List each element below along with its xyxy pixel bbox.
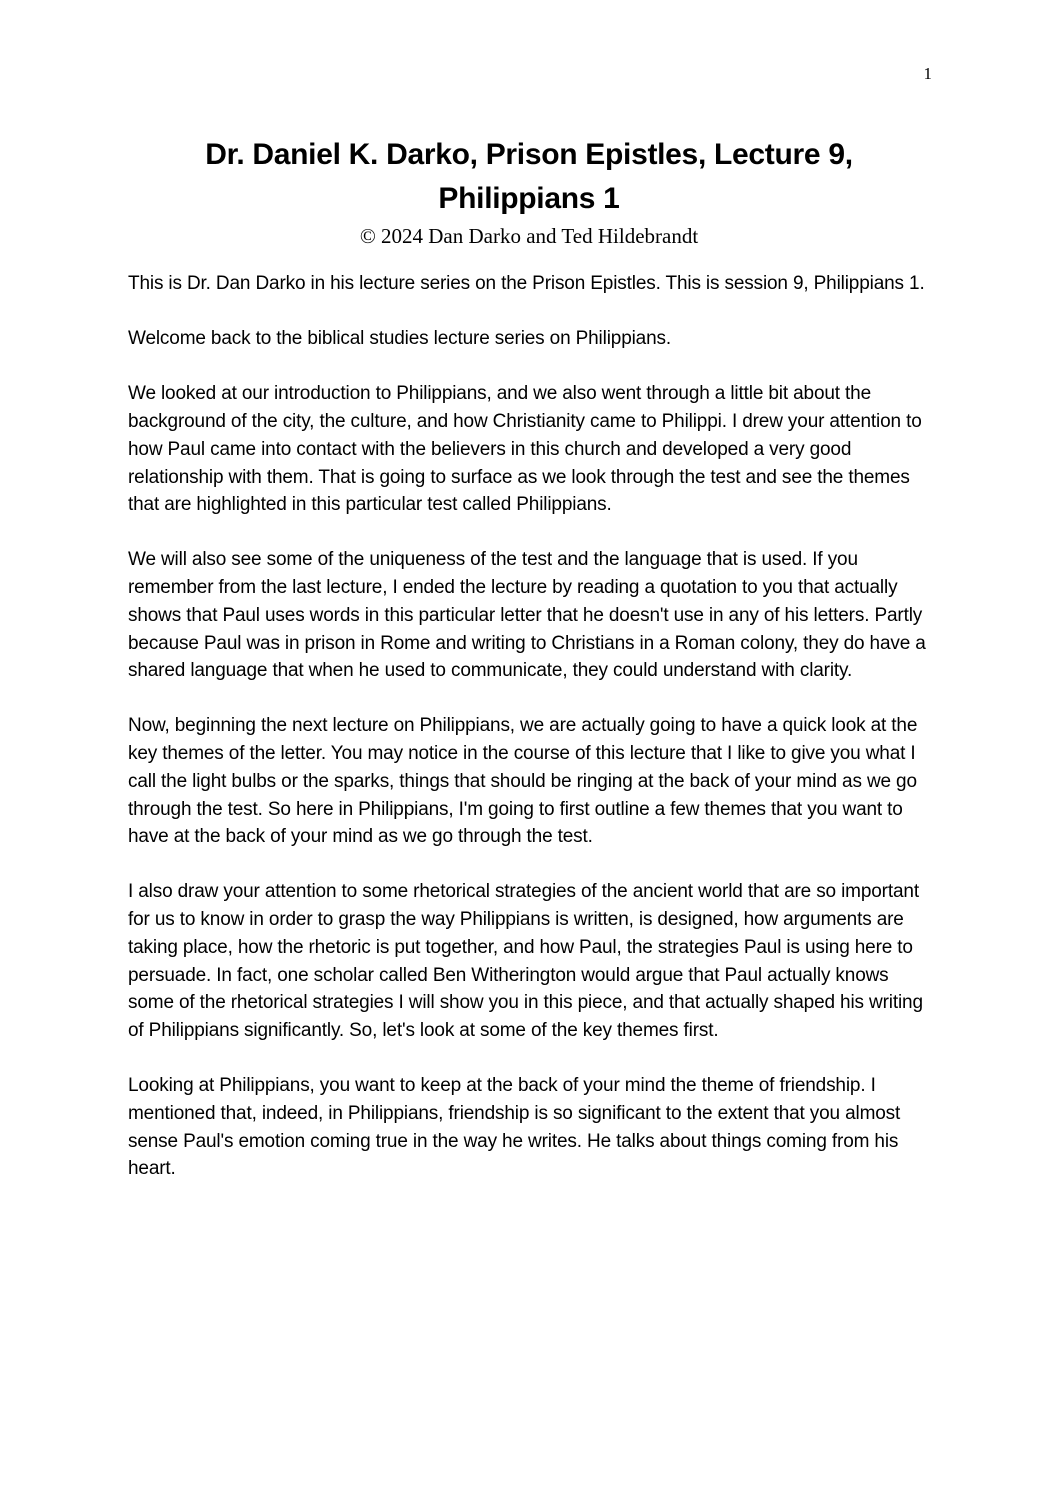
paragraph-rhetoric: I also draw your attention to some rhetorical strategies of the ancient world that are so important for us to know in order to grasp the way Philippians is written, is designed, how arguments are taking place, how the rhetoric is put together, and how Paul, the strategies Paul is using here to persuade. In fact, one scholar called Ben Witherington would argue that Paul actually knows some of the rhetorical strategies I will show you in this piece, and that actually shaped his writing of Philippians significantly. So, let's look at some of the key themes first. (128, 881, 923, 1041)
page-number: 1 (923, 64, 932, 83)
copyright-line: © 2024 Dan Darko and Ted Hildebrandt (359, 224, 699, 248)
paragraph-intro: This is Dr. Dan Darko in his lecture series on the Prison Epistles. This is session 9, Philippians 1. (128, 273, 925, 294)
paragraph-key-themes: Now, beginning the next lecture on Philippians, we are actually going to have a quick look at the key themes of the letter. You may notice in the course of this lecture that I like to give you what I call the light bulbs or the sparks, things that should be ringing at the back of your mind as we go through the test. So here in Philippians, I'm going to first outline a few themes that you want to have at the back of your mind as we go through the test. (128, 715, 918, 848)
paragraph-friendship: Looking at Philippians, you want to keep at the back of your mind the theme of friendship. I mentioned that, indeed, in Philippians, friendship is so significant to the extent that you almost sense Paul's emotion coming true in the way he writes. He talks about things coming from his heart. (128, 1075, 901, 1180)
document-title: Dr. Daniel K. Darko, Prison Epistles, Lecture 9, Philippians 1 (205, 138, 853, 215)
paragraph-language: We will also see some of the uniqueness of the test and the language that is used. If you remember from the last lecture, I ended the lecture by reading a quotation to you that actually shows that Paul uses words in this particular letter that he doesn't use in any of his letters. Partly because Paul was in prison in Rome and writing to Christians in a Roman colony, they do have a shared language that when he used to communicate, they could understand with clarity. (128, 549, 926, 682)
paragraph-welcome: Welcome back to the biblical studies lecture series on Philippians. (128, 328, 671, 350)
lecture-transcript (128, 270, 934, 1210)
paragraph-background: We looked at our introduction to Philippians, and we also went through a little bit about the background of the city, the culture, and how Christianity came to Philippi. I drew your attention to how Paul came into contact with the believers in this church and developed a very good relationship with them. That is going to surface as we look through the test and see the themes that are highlighted in this particular test called Philippians. (128, 383, 922, 516)
